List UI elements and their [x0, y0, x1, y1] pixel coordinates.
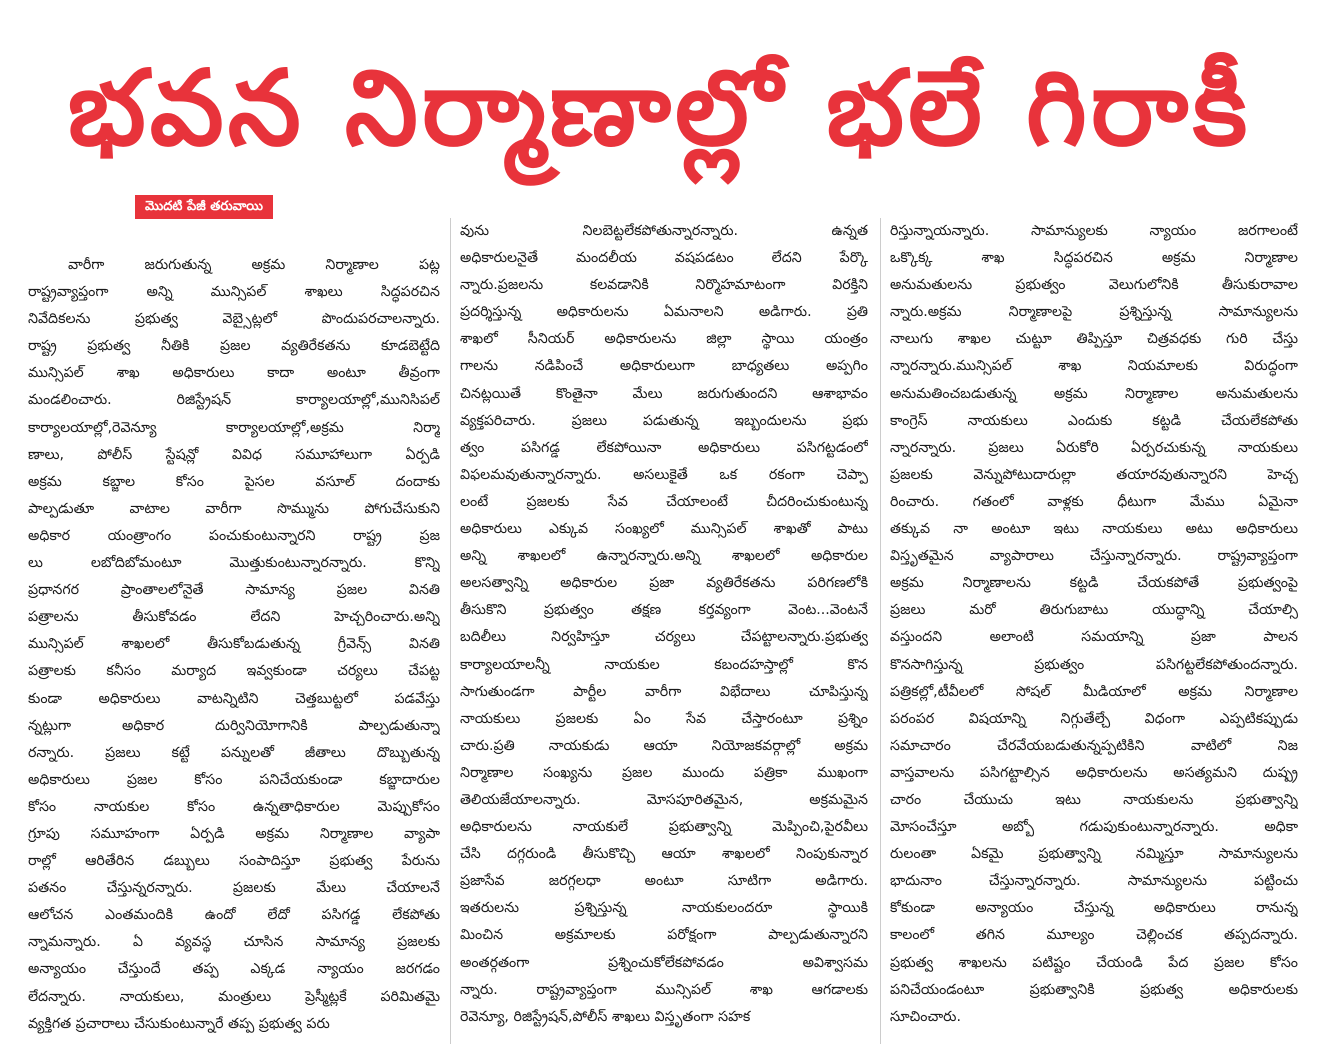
article-line: కొనసాగిస్తున్న ప్రభుత్వం పసిగట్టలేకపోతుందన్నారు.: [890, 656, 1298, 673]
article-line: గాలను నడిపించే అధికారులుగా బాధ్యతలు అప్పగిం: [460, 358, 868, 375]
article-line: అన్యాయం చేస్తుందే తప్ప ఎక్కడ న్యాయం జరగడం: [28, 961, 440, 978]
article-line: విఫలమవుతున్నారన్నారు. అసలుకైతే ఒక రకంగా చెప్పా: [460, 466, 868, 483]
article-line: అంతర్గతంగా ప్రశ్నించుకోలేకపోవడం అవిశ్వాసమ: [460, 954, 868, 971]
article-line: పత్రాలకు కనీసం మర్యాద ఇవ్వకుండా చర్యలు చేపట్ట: [28, 663, 440, 680]
article-line: త్వం పసిగడ్డ లేకపోయినా అధికారులు పసిగట్టడంలో: [460, 439, 868, 456]
article-line: ఒక్కొక్క శాఖ సిద్ధపరచిన అక్రమ నిర్మాణాల: [890, 250, 1298, 267]
article-line: సాగుతుండగా పార్టీల వారీగా విభేదాలు చూపిస్తున్న: [460, 683, 868, 700]
article-line: నాయకులు ప్రజలకు ఏం సేవ చేస్తారంటూ ప్రశ్నిం: [460, 710, 868, 727]
article-line: మించిన అక్రమాలకు పరోక్షంగా పాల్పడుతున్నారని: [460, 927, 868, 944]
article-line: పత్రాలను తీసుకోవడం లేదని హెచ్చరించారు.అన్ని: [28, 609, 440, 626]
article-line: అధికారులనైతే మందలీయ వషపడటం లేదని పేర్కొ: [460, 250, 868, 267]
article-line: కుండా అధికారులు వాటన్నిటిని చెత్తబుట్టలో పడవేస్తు: [28, 690, 440, 707]
article-line: పత్రికల్లో,టీవీలలో సోషల్ మీడియాలో అక్రమ నిర్మాణాల: [890, 683, 1298, 700]
article-line: న్నారన్నారు. ప్రజలు ఏరుకోరి ఏర్పరచుకున్న నాయకులు: [890, 439, 1298, 456]
article-line: న్నారు.అక్రమ నిర్మాణాలపై ప్రశ్నిస్తున్న సామాన్యులను: [890, 304, 1298, 321]
article-line: ప్రజలకు వెన్నుపోటుదారుల్లా తయారవుతున్నారని హెచ్చ: [890, 466, 1298, 483]
article-line: కార్యాలయాల్లో,రెవెన్యూ కార్యాలయాల్లో,అక్రమ నిర్మా: [28, 419, 440, 436]
article-line: చారం చేయుచు ఇటు నాయకులను ప్రభుత్వాన్ని: [890, 791, 1298, 808]
article-line: పాల్పడుతూ వాటాల వారీగా సొమ్మును పోగుచేసుకుని: [28, 500, 440, 517]
article-line: కోసం నాయకుల కోసం ఉన్నతాధికారుల మెప్పుకోసం: [28, 798, 440, 815]
article-line: చేసి దగ్గరుండి తీసుకొచ్చి ఆయా శాఖలలో నింపుకున్నార: [460, 846, 868, 863]
article-line: పనిచేయండంటూ ప్రభుత్వానికి ప్రభుత్వ అధికారులకు: [890, 981, 1298, 998]
article-line: అనుమతులను ప్రభుత్వం వెలుగులోనికి తీసుకురావాల: [890, 277, 1298, 294]
article-line: తక్కువ నా అంటూ ఇటు నాయకులు అటు అధికారులు: [890, 521, 1298, 538]
article-line: గ్రూపు సమూహంగా ఏర్పడి అక్రమ నిర్మాణాల వ్యాపా: [28, 825, 440, 842]
article-line: అధికార యంత్రాంగం పంచుకుంటున్నారని రాష్ట్ర ప్రజ: [28, 527, 440, 544]
article-line: అన్ని శాఖలలో ఉన్నారన్నారు.అన్ని శాఖలలో అధికారుల: [460, 548, 868, 565]
article-line: న్నారు.ప్రజలను కలవడానికి నిర్మొహమాటంగా విరక్తిని: [460, 277, 868, 294]
article-line: రిస్తున్నాయన్నారు. సామాన్యులకు న్యాయం జరగాలంటే: [890, 223, 1298, 239]
article-line: ప్రజాసేవ జరగ్గలధా అంటూ సూటిగా అడిగారు.: [460, 873, 868, 890]
article-line: పతనం చేస్తున్నరన్నారు. ప్రజలకు మేలు చేయాలనే: [28, 880, 440, 897]
article-line: వాస్తవాలను పసిగట్టాల్సిన అధికారులను అసత్యమని దుష్ప్ర: [890, 764, 1298, 781]
article-line: ఇతరులను ప్రశ్నిస్తున్న నాయకులందరూ స్థాయికి: [460, 900, 868, 917]
article-line: శాఖలో సీనియర్ అధికారులను జిల్లా స్థాయి యంత్రం: [460, 331, 868, 348]
article-line: బదిలీలు నిర్వహిస్తూ చర్యలు చేపట్టాలన్నారు.ప్రభుత్వ: [460, 629, 868, 646]
article-line: నివేదికలను ప్రభుత్వ వెబ్సైట్లలో పొందుపరచాలన్నారు.: [28, 311, 440, 328]
article-line: సూచించారు.: [890, 1008, 961, 1025]
article-line: న్నట్లుగా అధికార దుర్వినియోగానికి పాల్పడుతున్నా: [28, 717, 440, 734]
article-line: అధికారులు ఎక్కువ సంఖ్యలో మున్సిపల్ శాఖతో పాటు: [460, 521, 868, 538]
article-line: నిర్మాణాల సంఖ్యను ప్రజల ముందు పత్రికా ముఖంగా: [460, 764, 868, 781]
article-line: అధికారులు ప్రజల కోసం పనిచేయకుండా కబ్జాదారుల: [28, 771, 440, 788]
article-line: ఆలోచన ఎంతమందికి ఉందో లేదో పసిగడ్డ లేకపోతు: [28, 907, 440, 924]
article-line: నాలుగు శాఖల చుట్టూ తిప్పిస్తూ చిత్రవధకు గురి చేస్తు: [890, 331, 1298, 348]
article-line: రాష్ట్ర ప్రభుత్వ నీతికి ప్రజల వ్యతిరేకతను కూడబెట్టేది: [28, 338, 440, 355]
article-line: లు లబోదిబోమంటూ మొత్తుకుంటున్నారన్నారు. కొన్ని: [28, 555, 440, 572]
article-line: వారీగా జరుగుతున్న అక్రమ నిర్మాణాల పట్ల: [68, 257, 440, 273]
article-line: తెలియజేయాలన్నారు. మోసపూరితమైన, అక్రమమైన: [460, 791, 868, 808]
article-line: రాష్ట్రవ్యాప్తంగా అన్ని మున్సిపల్ శాఖలు సిద్ధపరచిన: [28, 284, 440, 301]
article-line: కోకుండా అన్యాయం చేస్తున్న అధికారులు రానున్న: [890, 900, 1298, 917]
article-body: [28, 218, 1300, 1044]
article-line: అక్రమ నిర్మాణాలను కట్టడి చేయకపోతే ప్రభుత్వంపై: [890, 575, 1298, 592]
article-line: రెవెన్యూ, రిజిస్ట్రేషన్,పోలీస్ శాఖలు విస్తృతంగా సహక: [460, 1008, 751, 1025]
article-column-3: [890, 218, 1298, 1044]
article-line: సమాచారం చేరవేయబడుతున్నప్పటికిని వాటిలో నిజ: [890, 737, 1298, 754]
article-line: న్నారన్నారు.మున్సిపల్ శాఖ నియమాలకు విరుద్ధంగా: [890, 358, 1298, 375]
article-line: మున్సిపల్ శాఖలలో తీసుకోబడుతున్న గ్రీవెన్స్ వినతి: [28, 636, 440, 653]
article-line: ప్రధానగర ప్రాంతాలలోనైతే సామాన్య ప్రజల వినతి: [28, 582, 440, 599]
article-line: రాల్లో ఆరితేరిన డబ్బులు సంపాదిస్తూ ప్రభుత్వ పేరును: [28, 853, 440, 870]
article-line: మున్సిపల్ శాఖ అధికారులు కాదా అంటూ తీవ్రంగా: [28, 365, 440, 382]
article-line: న్నారు. రాష్ట్రవ్యాప్తంగా మున్సిపల్ శాఖ ఆగడాలకు: [460, 981, 868, 998]
continued-tag: మొదటి పేజీ తరువాయి: [135, 195, 273, 219]
article-line: మండలించారు. రిజిస్ట్రేషన్ కార్యాలయాల్లో,మునిసిపల్: [28, 392, 440, 409]
article-line: ప్రజలు మరో తిరుగుబాటు యుద్ధాన్ని చేయాల్సి: [890, 602, 1298, 619]
article-line: ప్రదర్శిస్తున్న అధికారులను ఏమనాలని అడిగారు. ప్రతి: [460, 304, 868, 321]
article-line: చారు.ప్రతి నాయకుడు ఆయా నియోజకవర్గాల్లో అక్రమ: [460, 737, 868, 754]
article-line: విస్తృతమైన వ్యాపారాలు చేస్తున్నారన్నారు. రాష్ట్రవ్యాప్తంగా: [890, 548, 1298, 565]
article-line: అధికారులను నాయకులే ప్రభుత్వాన్ని మెప్పించి,పైరవీలు: [460, 819, 868, 836]
article-line: రన్నారు. ప్రజలు కట్టే పన్నులతో జీతాలు దొబ్బుతున్న: [28, 744, 440, 761]
article-line: వ్యక్తపరిచారు. ప్రజలు పడుతున్న ఇబ్బందులను ప్రభు: [460, 412, 868, 429]
article-line: అక్రమ కబ్జాల కోసం పైసల వసూల్ దందాకు: [28, 473, 440, 490]
headline: భవన నిర్మాణాల్లో భలే గిరాకీ: [67, 47, 1252, 169]
article-line: ప్రభుత్వ శాఖలను పటిష్టం చేయండి పేద ప్రజల కోసం: [890, 954, 1298, 971]
article-line: రించారు. గతంలో వాళ్లకు ధీటుగా మేము ఏమైనా: [890, 493, 1298, 510]
article-line: లేదన్నారు. నాయకులు, మంత్రులు ప్రెస్మీట్లకే పరిమితమై: [28, 988, 440, 1005]
article-line: అలసత్వాన్ని అధికారుల ప్రజా వ్యతిరేకతను పరిగణలోకి: [460, 575, 868, 592]
article-column-2: [460, 218, 868, 1044]
article-line: కాంగ్రెస్ నాయకులు ఎందుకు కట్టడి చేయలేకపోతు: [890, 412, 1298, 429]
article-line: అనుమతించబడుతున్న అక్రమ నిర్మాణాల అనుమతులను: [890, 385, 1298, 402]
article-line: వస్తుందని అలాంటి సమయాన్ని ప్రజా పాలన: [890, 629, 1298, 646]
article-line: వును నిలబెట్టలేకపోతున్నారన్నారు. ఉన్నత: [460, 223, 868, 239]
article-line: కాలంలో తగిన మూల్యం చెల్లించక తప్పదన్నారు.: [890, 927, 1298, 944]
article-column-1: [28, 252, 440, 1044]
article-line: రులంతా ఏకమై ప్రభుత్వాన్ని నమ్మిస్తూ సామాన్యులను: [890, 846, 1298, 863]
article-line: తీసుకొని ప్రభుత్వం తక్షణ కర్తవ్యంగా వెంట...వెంటనే: [460, 602, 868, 619]
article-line: న్నామన్నారు. ఏ వ్యవస్థ చూసిన సామాన్య ప్రజలకు: [28, 934, 440, 951]
article-line: పరంపర విషయాన్ని నిగ్గుతేల్చే విధంగా ఎప్పటికప్పుడు: [890, 710, 1298, 727]
article-line: లంటే ప్రజలకు సేవ చేయాలంటే చీదరించుకుంటున్న: [460, 493, 868, 510]
article-line: ణాలు, పోలీస్ స్టేషన్లో వివిధ సమూహాలుగా ఏర్పడి: [28, 446, 440, 463]
article-line: భాదునాం చేస్తున్నారన్నారు. సామాన్యులను పట్టించు: [890, 873, 1298, 890]
article-line: కార్యాలయాలన్నీ నాయకుల కబందహస్తాల్లో కొన: [460, 656, 868, 673]
article-line: మోసంచేస్తూ అబ్బో గడుపుకుంటున్నారన్నారు. అధికా: [890, 819, 1298, 836]
article-line: చినట్లయితే కొంతైనా మేలు జరుగుతుందని ఆశాభావం: [460, 385, 868, 402]
article-line: వ్యక్తిగత ప్రచారాలు చేసుకుంటున్నారే తప్ప ప్రభుత్వ పరు: [28, 1015, 330, 1032]
